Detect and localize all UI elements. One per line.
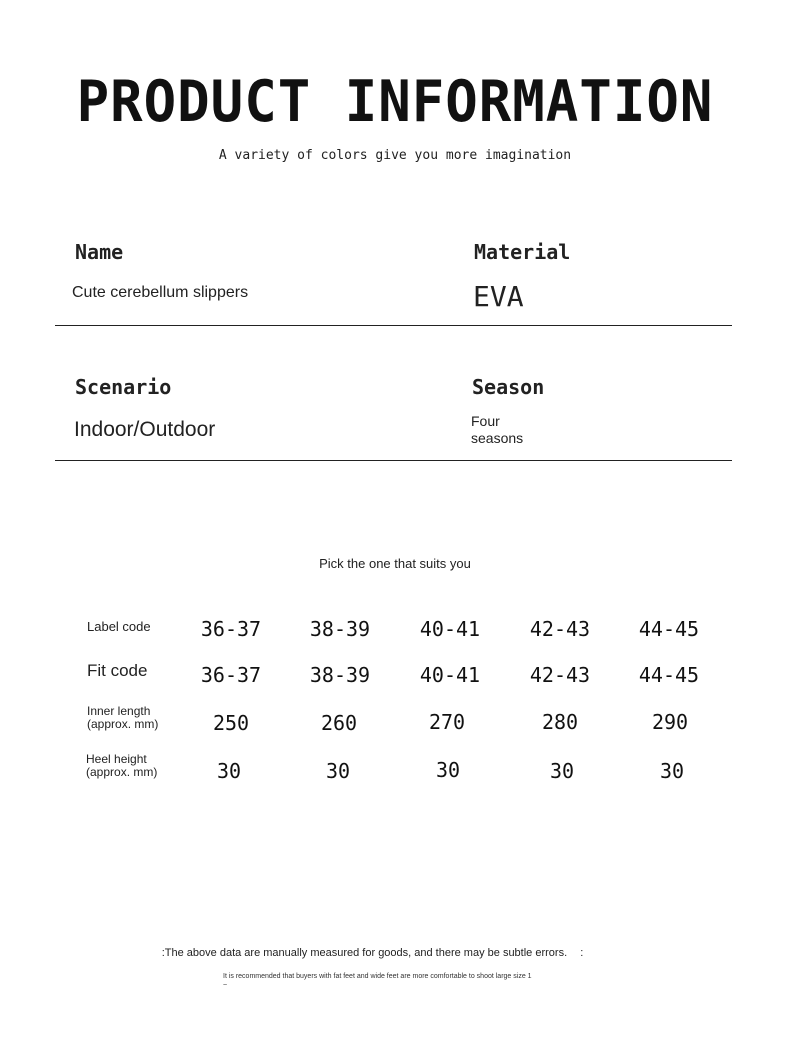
table-cell: 42-43 — [529, 617, 591, 641]
row-label-inner-length — [87, 705, 158, 731]
table-cell: 270 — [428, 710, 466, 734]
row-label-line-1: Inner length — [87, 704, 151, 718]
table-cell: 42-43 — [529, 663, 591, 687]
disclaimer-trail: : — [580, 947, 584, 959]
name-value: Cute cerebellum slippers — [72, 284, 249, 301]
table-cell: 250 — [212, 711, 250, 735]
table-cell: 40-41 — [419, 617, 481, 641]
table-cell: 44-45 — [638, 663, 700, 687]
table-cell: 30 — [549, 759, 575, 783]
season-value-line-1: Four — [471, 413, 500, 429]
size-table-caption: Pick the one that suits you — [319, 556, 471, 571]
table-cell: 280 — [541, 710, 579, 734]
scenario-value: Indoor/Outdoor — [74, 418, 216, 441]
page-subtitle: A variety of colors give you more imagination — [218, 148, 572, 163]
table-cell: 30 — [435, 758, 461, 782]
row-label-heel-height — [86, 753, 157, 779]
table-cell: 260 — [320, 711, 358, 735]
size-recommendation: It is recommended that buyers with fat feet and wide feet are more comfortable to shoot large size 1 ~ — [223, 973, 532, 989]
row-label-fit-code: Fit code — [87, 661, 148, 680]
material-label: Material — [474, 240, 571, 264]
measurement-disclaimer — [0, 947, 745, 959]
table-cell: 30 — [325, 759, 351, 783]
disclaimer-text: :The above data are manually measured for goods, and there may be subtle errors. — [161, 947, 568, 959]
table-cell: 44-45 — [638, 617, 700, 641]
row-label-line-2: (approx. mm) — [87, 717, 159, 731]
table-cell: 36-37 — [200, 663, 262, 687]
season-value-line-2: seasons — [471, 430, 524, 446]
season-value — [471, 413, 523, 447]
table-cell: 290 — [651, 710, 689, 734]
material-value: EVA — [473, 280, 524, 313]
season-label: Season — [472, 375, 545, 399]
divider-2 — [55, 460, 732, 461]
row-label-label-code: Label code — [87, 619, 151, 634]
scenario-label: Scenario — [75, 375, 172, 399]
divider-1 — [55, 325, 732, 326]
page-title: PRODUCT INFORMATION — [76, 68, 714, 135]
row-label-line-2: (approx. mm) — [86, 765, 158, 779]
table-cell: 30 — [659, 759, 685, 783]
table-cell: 30 — [216, 759, 242, 783]
table-cell: 38-39 — [309, 617, 371, 641]
table-cell: 38-39 — [309, 663, 371, 687]
name-label: Name — [75, 240, 124, 264]
table-cell: 36-37 — [200, 617, 262, 641]
row-label-line-1: Heel height — [86, 752, 147, 766]
table-cell: 40-41 — [419, 663, 481, 687]
